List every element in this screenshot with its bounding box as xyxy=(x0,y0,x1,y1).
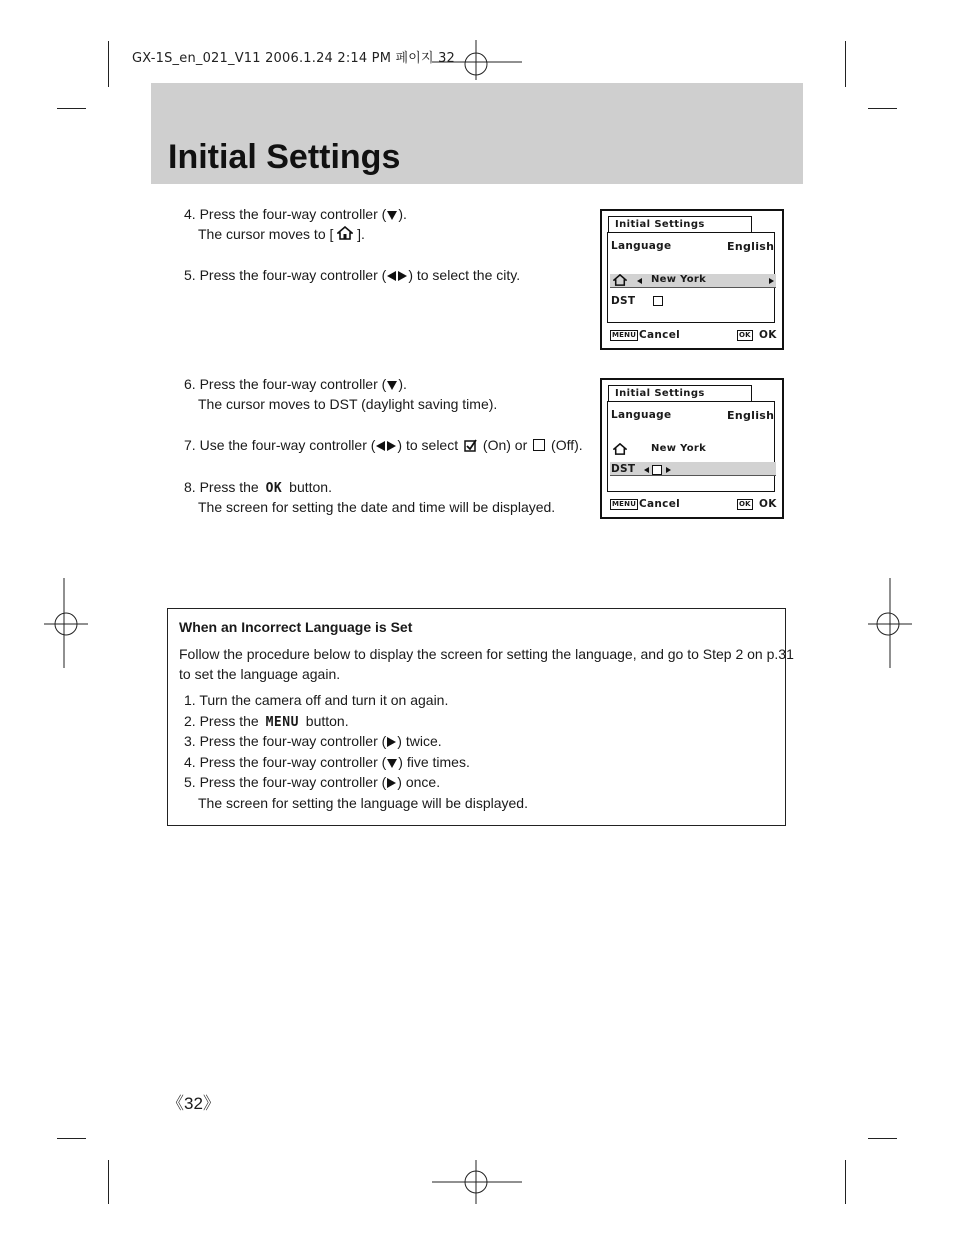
camera-screen-city xyxy=(600,209,784,350)
ok-label: OK xyxy=(759,498,777,510)
note-step-1: 1. Turn the camera off and turn it on again. xyxy=(184,692,449,708)
note-intro-line1: Follow the procedure below to display the screen for setting the language, and go to Step 2 on p.31 xyxy=(179,646,794,662)
down-arrow-icon xyxy=(387,381,397,390)
page-number: 《32》 xyxy=(167,1094,220,1113)
right-arrow-icon xyxy=(769,278,774,284)
language-label: Language xyxy=(611,409,672,421)
ok-button-icon: OK xyxy=(265,481,283,496)
step-6: 6. Press the four-way controller ( ). xyxy=(184,376,407,392)
right-arrow-icon xyxy=(398,271,407,281)
menu-key-icon: MENU xyxy=(612,331,637,339)
language-value: English xyxy=(727,409,775,422)
step-7: 7. Use the four-way controller ( ) to select (On) or (Off). xyxy=(184,437,583,453)
registration-mark-left xyxy=(44,578,90,670)
note-step-5-result: The screen for setting the language will be displayed. xyxy=(198,795,528,811)
language-value: English xyxy=(727,240,775,253)
crop-mark xyxy=(868,1138,897,1139)
step-5: 5. Press the four-way controller ( ) to select the city. xyxy=(184,267,521,283)
home-city-icon xyxy=(613,274,627,286)
note-title: When an Incorrect Language is Set xyxy=(179,619,413,635)
crop-mark xyxy=(108,1160,109,1204)
camera-screen-dst xyxy=(600,378,784,519)
right-arrow-icon xyxy=(387,778,396,788)
right-arrow-icon xyxy=(666,467,671,473)
left-arrow-icon xyxy=(387,271,396,281)
ok-key-icon: OK xyxy=(739,331,751,339)
ok-label: OK xyxy=(759,329,777,341)
left-arrow-icon xyxy=(376,441,385,451)
step-8: 8. Press the OK button. xyxy=(184,477,332,499)
checked-box-icon xyxy=(464,439,477,452)
empty-box-icon xyxy=(533,439,545,451)
ok-key-icon: OK xyxy=(739,500,751,508)
screen-tab: Initial Settings xyxy=(608,216,752,232)
step-6-result: The cursor moves to DST (daylight saving time). xyxy=(198,396,498,412)
right-arrow-icon xyxy=(387,737,396,747)
note-intro-line2: to set the language again. xyxy=(179,666,341,682)
registration-mark-bottom xyxy=(432,1160,524,1206)
dst-label: DST xyxy=(611,463,636,475)
left-arrow-icon xyxy=(637,278,642,284)
crop-mark xyxy=(845,41,846,87)
right-arrow-icon xyxy=(387,441,396,451)
note-step-4: 4. Press the four-way controller ( ) five times. xyxy=(184,754,470,770)
down-arrow-icon xyxy=(387,211,397,220)
cancel-label: Cancel xyxy=(639,329,681,341)
home-city-icon xyxy=(613,443,627,455)
note-step-3: 3. Press the four-way controller ( ) twice. xyxy=(184,733,442,749)
dst-label: DST xyxy=(611,295,636,307)
city-value: New York xyxy=(651,443,707,454)
crop-mark xyxy=(845,1160,846,1204)
step-8-result: The screen for setting the date and time will be displayed. xyxy=(198,499,556,515)
note-step-2: 2. Press the MENU button. xyxy=(184,711,349,733)
crop-mark xyxy=(108,41,109,87)
crop-mark xyxy=(57,1138,86,1139)
menu-button-icon: MENU xyxy=(265,715,299,730)
screen-tab: Initial Settings xyxy=(608,385,752,401)
dst-checkbox xyxy=(653,296,663,306)
page-title: Initial Settings xyxy=(168,138,401,176)
home-city-icon xyxy=(337,226,353,240)
print-slug: GX-1S_en_021_V11 2006.1.24 2:14 PM 페이지 32 xyxy=(132,51,456,66)
dst-checkbox xyxy=(652,465,662,475)
crop-mark xyxy=(868,108,897,109)
cancel-label: Cancel xyxy=(639,498,681,510)
note-step-5: 5. Press the four-way controller ( ) once. xyxy=(184,774,441,790)
language-label: Language xyxy=(611,240,672,252)
down-arrow-icon xyxy=(387,759,397,768)
registration-mark-right xyxy=(866,578,912,670)
city-value: New York xyxy=(651,274,707,285)
crop-mark xyxy=(57,108,86,109)
step-4-result: The cursor moves to [ ]. xyxy=(198,226,365,242)
step-4: 4. Press the four-way controller ( ). xyxy=(184,206,407,222)
left-arrow-icon xyxy=(644,467,649,473)
menu-key-icon: MENU xyxy=(612,500,637,508)
